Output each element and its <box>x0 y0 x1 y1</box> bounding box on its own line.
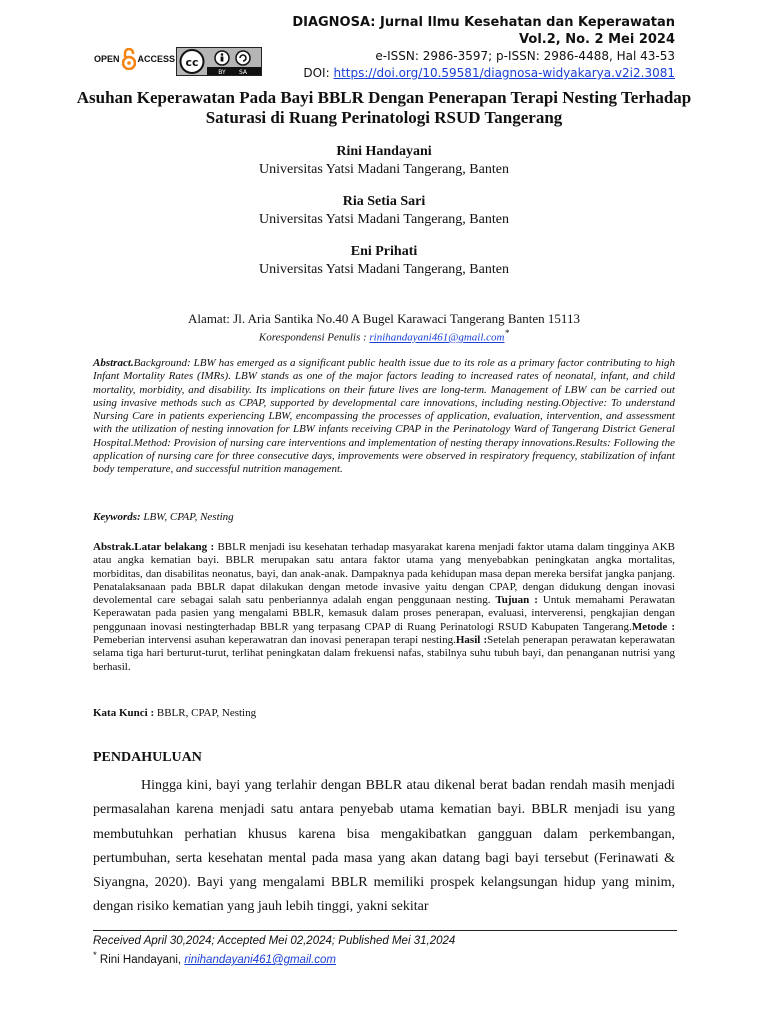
correspondence-email-link[interactable]: rinihandayani461@gmail.com <box>369 331 505 344</box>
correspondence <box>0 326 768 345</box>
open-access-right-text: ACCESS <box>137 54 176 64</box>
author-name: Eni Prihati <box>350 244 418 259</box>
kata-kunci-text: BBLR, CPAP, Nesting <box>154 707 257 719</box>
paragraph-text: Hingga kini, bayi yang terlahir dengan BBLR atau dikenal berat badan rendah masih menjadi permasalahan karena menjadi satu antara penyebab utama kematian bayi. BBLR menjadi isu yang membutuhkan perhatian khusus karena bisa mengakibatkan gangguan dalam perkembangan, pertumbuhan, serta kesehatan mental pada masa yang akan datang bagi bayi tersebut (Ferinawati & Siyangna, 2020). Bayi yang mengalami BBLR memiliki prospek kelangsungan hidup yang minim, dengan risiko kematian yang jauh lebih tinggi, yakni sekitar <box>93 778 675 915</box>
tujuan-text: Untuk memahami Perawatan Keperawatan pada pasien yang mengalami BBLR, kemasuk dalam proses penerapan, evaluasi, interverensi, pengkajian dengan penggunaan inovasi nestingterhadap BBLR yang terpasang CPAP di Ruang Perinatologi RSUD Kabupaten Tangerang. <box>93 594 676 633</box>
author-name: Rini Handayani <box>336 144 432 159</box>
hasil-text: Setelah penerapan perawatan keperawatan selama tiga hari berturut-turut, terlihat peningkatan dalam frekuensi nafas, stabilnya suhu tubuh bayi, dan penanganan nutrisi yang berhasil. <box>93 634 676 673</box>
abstract-english <box>93 357 675 477</box>
abstract-indonesian <box>93 541 675 674</box>
metode-label: Metode : <box>631 620 675 633</box>
author-block <box>0 143 768 179</box>
footer-corr-name: Rini Handayani, <box>96 953 185 966</box>
keywords-text: LBW, CPAP, Nesting <box>140 511 234 523</box>
paper-title: Asuhan Keperawatan Pada Bayi BBLR Dengan Penerapan Terapi Nesting Terhadap Saturasi di Ruang Perinatologi RSUD Tangerang <box>76 88 692 127</box>
author-block <box>0 193 768 229</box>
footer-dates: Received April 30,2024; Accepted Mei 02,2024; Published Mei 31,2024 <box>93 935 456 947</box>
journal-doi <box>292 65 675 82</box>
footer-corr-email-link[interactable]: rinihandayani461@gmail.com <box>184 953 336 966</box>
keywords-label: Keywords: <box>93 511 141 523</box>
journal-issn: e-ISSN: 2986-3597; p-ISSN: 2986-4488, Hal 43-53 <box>375 49 675 63</box>
author-name: Ria Setia Sari <box>342 194 426 209</box>
open-access-lock-icon <box>122 48 136 70</box>
journal-header <box>292 14 675 82</box>
doi-label: DOI: <box>303 66 334 80</box>
open-access-logo <box>94 48 175 70</box>
abstrak-label: Abstrak.Latar belakang : <box>93 541 215 553</box>
abstract-label: Abstract. <box>93 357 134 369</box>
footer-corr-mark: * <box>93 950 97 961</box>
correspondence-mark: * <box>504 328 510 338</box>
footer-divider <box>93 930 677 931</box>
kata-kunci-label: Kata Kunci : <box>93 707 155 719</box>
journal-volume: Vol.2, No. 2 Mei 2024 <box>519 32 675 47</box>
keywords-english <box>93 511 234 523</box>
abstrak-text: BBLR menjadi isu kesehatan terhadap masyarakat karena menjadi faktor utama dalam tingginya AKB atau angka kematian bayi. BBLR merupakan satu antara faktor utama yang menyebabkan peningkatan angka mortalitas, morbiditas, dan disabilitas neonatus, bayi, dan anak-anak. Dampaknya pada kehidupan masa depan mereka bersifat jangka panjang. Penatalaksanaan pada BBLR dapat dilakukan dengan metode invasive yaitu dengan CPAP, dengan didukung dengan inovasi devolemental care sebagai salah satu penberiannya adalah engan penggunaan nesting. <box>93 541 675 607</box>
tujuan-label: Tujuan : <box>495 594 538 607</box>
svg-text:BY: BY <box>218 69 226 75</box>
svg-text:cc: cc <box>185 56 199 69</box>
journal-name: DIAGNOSA: Jurnal Ilmu Kesehatan dan Keperawatan <box>292 15 675 30</box>
keywords-indonesian <box>93 707 256 719</box>
cc-by-sa-license-badge <box>176 47 262 76</box>
metode-text: Pemeberian intervensi asuhan keperawatran dan inovasi penerapan terapi nesting. <box>93 634 456 647</box>
abstract-text: Background: LBW has emerged as a significant public health issue due to its role as a primary factor contributing to high Infant Mortality Rates (IMRs). LBW stands as one of the major factors leading to increased rates of neonatal, infant, and child mortality, morbidity, and disability. Its implications on their future lives are long-term. Management of LBW can be carried out using invasive methods such as CPAP, supported by developmental care innovations, including nesting.Objective: To understand Nursing Care in patients experiencing LBW, encompassing the processes of application, evaluation, intervention, and assessment with the utilization of nesting innovation for LBW infants receiving CPAP in the Perinatology Ward of Tangerang District General Hospital.Method: Provision of nursing care interventions and implementation of nesting therapy innovations.Results: Following the application of nursing care for three consecutive days, improvements were observed in respiratory frequency, stabilization of infant body temperature, and successful nutrition management. <box>93 357 675 476</box>
author-affiliation: Universitas Yatsi Madani Tangerang, Banten <box>259 262 509 277</box>
author-address: Alamat: Jl. Aria Santika No.40 A Bugel Karawaci Tangerang Banten 15113 <box>188 311 580 326</box>
correspondence-label: Korespondensi Penulis : <box>258 331 370 344</box>
author-block <box>0 243 768 279</box>
footer-correspondence <box>93 948 336 968</box>
author-affiliation: Universitas Yatsi Madani Tangerang, Banten <box>259 212 509 227</box>
section-heading: PENDAHULUAN <box>93 750 202 765</box>
doi-link[interactable]: https://doi.org/10.59581/diagnosa-widyakarya.v2i2.3081 <box>333 66 675 80</box>
hasil-label: Hasil : <box>455 634 488 647</box>
author-affiliation: Universitas Yatsi Madani Tangerang, Banten <box>259 162 509 177</box>
svg-text:SA: SA <box>238 69 248 75</box>
body-paragraph <box>93 774 675 920</box>
open-access-left-text: OPEN <box>94 54 120 64</box>
